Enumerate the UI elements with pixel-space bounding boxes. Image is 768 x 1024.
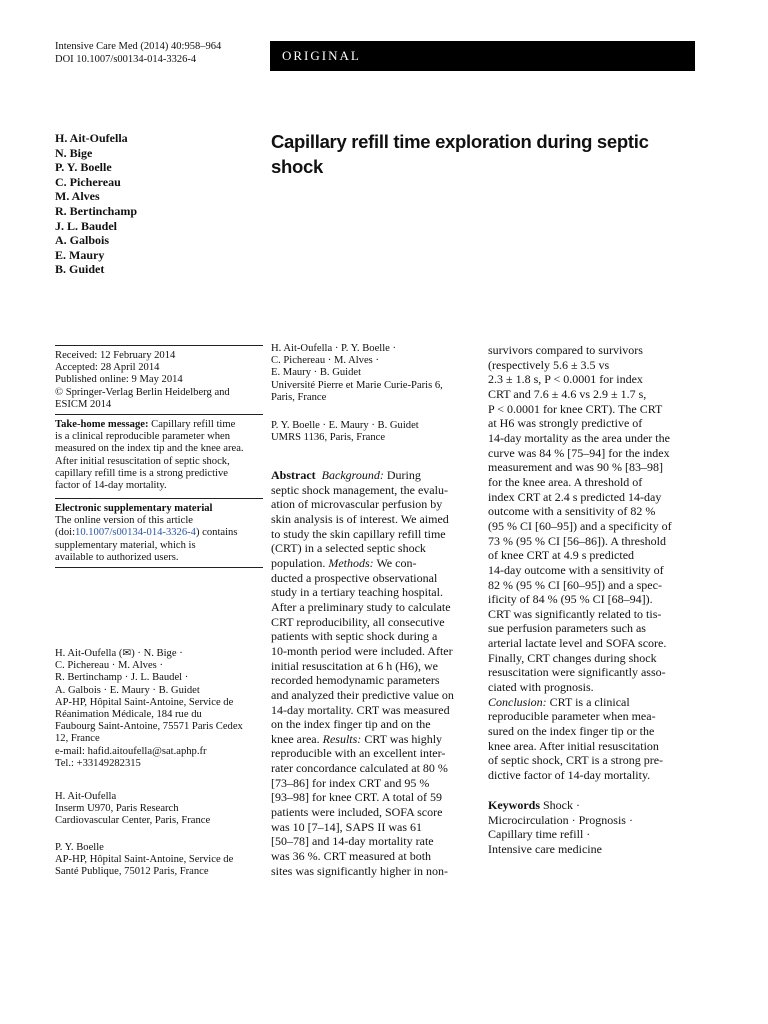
text-line: initial resuscitation at 6 h (H6), we — [271, 658, 438, 673]
text-line: was 10 [7–14], SAPS II was 61 — [271, 819, 422, 834]
text-line: [73–86] for index CRT and 95 % — [271, 775, 430, 790]
text-line: Received: 12 February 2014 — [55, 350, 176, 361]
text-line: patients were included, SOFA score — [271, 805, 443, 820]
text-line: recorded hemodynamic parameters — [271, 673, 440, 688]
text-line: C. Pichereau · M. Alves · — [55, 660, 163, 672]
text-line: factor of 14-day mortality. — [55, 480, 167, 492]
text-line — [271, 556, 481, 571]
text-line: resuscitation were significantly asso- — [488, 665, 666, 680]
text-line: 14-day outcome with a sensitivity of — [488, 562, 664, 577]
text-line: © Springer-Verlag Berlin Heidelberg and — [55, 386, 230, 398]
text-line: Microcirculation · Prognosis · — [488, 812, 633, 827]
text-line: H. Ait-Oufella (✉) · N. Bige · — [55, 648, 183, 659]
text-line: 10-month period were included. After — [271, 643, 453, 658]
text-line: study in a tertiary teaching hospital. — [271, 585, 443, 600]
dates-block — [55, 350, 263, 411]
author: J. L. Baudel — [55, 218, 118, 233]
text-line: After initial resuscitation of septic shock, — [55, 455, 230, 467]
text-line: Accepted: 28 April 2014 — [55, 362, 160, 374]
affiliation-2 — [55, 791, 263, 828]
author: B. Guidet — [55, 262, 105, 277]
author: N. Bige — [55, 145, 93, 160]
author: H. Ait-Oufella — [55, 131, 128, 145]
keywords-text: Shock · — [540, 798, 580, 812]
text-line: 82 % (95 % CI [60–95]) and a spec- — [488, 577, 662, 592]
affiliation-col2-a — [271, 343, 479, 404]
text-line: Inserm U970, Paris Research — [55, 803, 179, 815]
divider — [55, 414, 263, 415]
text-line: index CRT at 2.4 s predicted 14-day — [488, 489, 662, 504]
text-line: P. Y. Boelle · E. Maury · B. Guidet — [271, 420, 419, 431]
text-line: H. Ait-Oufella — [55, 791, 117, 802]
text-line: After a preliminary study to calculate — [271, 599, 451, 614]
background-label: Background: — [321, 468, 384, 482]
text-line: Capillary time refill · — [488, 827, 591, 842]
doi-open: (doi: — [55, 527, 76, 539]
text-line: [93–98] for knee CRT. A total of 59 — [271, 790, 443, 805]
text-line: (95 % CI [60–95]) and a specificity of — [488, 518, 672, 533]
text-line: AP-HP, Hôpital Saint-Antoine, Service de — [55, 696, 234, 708]
text-line: ESICM 2014 — [55, 398, 112, 410]
text-line: of septic shock, CRT is a strong pre- — [488, 753, 664, 768]
text-line — [55, 527, 263, 539]
text-line: AP-HP, Hôpital Saint-Antoine, Service de — [55, 854, 234, 866]
take-home-text: Capillary refill time — [148, 419, 236, 430]
title-line: Capillary refill time exploration during septic — [271, 131, 649, 152]
text-line: septic shock management, the evalu- — [271, 482, 448, 497]
text-line — [488, 695, 700, 710]
text-line: (CRT) in a selected septic shock — [271, 541, 426, 556]
text-line: for the knee area. A threshold of — [488, 474, 643, 489]
author: R. Bertinchamp — [55, 203, 137, 218]
take-home-block — [55, 419, 263, 492]
text-line: rater concordance calculated at 80 % — [271, 761, 448, 776]
text-line: P. Y. Boelle — [55, 842, 104, 853]
text-line: P < 0.0001 for knee CRT). The CRT — [488, 401, 663, 416]
text-line: skin analysis is of interest. We aimed — [271, 511, 449, 526]
text-line: patients with septic shock during a — [271, 629, 438, 644]
esm-label: Electronic supplementary material — [55, 503, 213, 514]
text-line — [271, 732, 481, 747]
text-line: C. Pichereau · M. Alves · — [271, 355, 379, 367]
esm-block — [55, 503, 263, 564]
abstract-label: Abstract — [271, 468, 316, 482]
journal-line: Intensive Care Med (2014) 40:958–964 — [55, 41, 222, 52]
text-line: was 36 %. CRT measured at both — [271, 849, 432, 864]
text-line: arterial lactate level and SOFA score. — [488, 636, 667, 651]
divider — [55, 345, 263, 346]
title-line: shock — [271, 156, 323, 177]
text-line: Faubourg Saint-Antoine, 75571 Paris Cedex — [55, 721, 243, 733]
affiliation-3 — [55, 842, 263, 879]
keywords-label: Keywords — [488, 798, 540, 812]
article-title — [271, 129, 701, 179]
author: P. Y. Boelle — [55, 160, 112, 175]
doi-line: DOI 10.1007/s00134-014-3326-4 — [55, 54, 197, 65]
abstract-text: CRT is a clinical — [546, 694, 630, 709]
abstract-text: knee area. — [271, 731, 323, 746]
text-line: reproducible with an excellent inter- — [271, 746, 446, 761]
text-line: Réanimation Médicale, 184 rue du — [55, 709, 202, 721]
affiliation-main — [55, 648, 263, 770]
author: M. Alves — [55, 189, 100, 204]
text-line: A. Galbois · E. Maury · B. Guidet — [55, 684, 200, 696]
author-list — [55, 131, 137, 277]
abstract — [271, 468, 481, 878]
text-line: measurement and was 90 % [83–98] — [488, 460, 663, 475]
divider — [55, 498, 263, 499]
conclusion-label: Conclusion: — [488, 694, 547, 709]
text-line: CRT and 7.6 ± 4.6 vs 2.9 ± 1.7 s, — [488, 386, 647, 401]
text-line: outcome with a sensitivity of 82 % — [488, 504, 656, 519]
text-line: of knee CRT at 4.9 s predicted — [488, 548, 635, 563]
text-line: survivors compared to survivors — [488, 343, 643, 357]
text-line: ificity of 84 % (95 % CI [68–94]). — [488, 592, 653, 607]
text-line — [488, 798, 700, 813]
text-line: Intensive care medicine — [488, 841, 602, 856]
text-line: at H6 was strongly predictive of — [488, 416, 643, 431]
text-line: capillary refill time is a strong predictive — [55, 467, 228, 479]
text-line: ation of microvascular perfusion by — [271, 497, 443, 512]
affiliation-col2-b — [271, 420, 479, 444]
text-line: 12, France — [55, 733, 100, 745]
divider — [55, 567, 263, 568]
text-line: to study the skin capillary refill time — [271, 526, 446, 541]
text-line: 73 % (95 % CI [56–86]). A threshold — [488, 533, 666, 548]
text-line: UMRS 1136, Paris, France — [271, 432, 386, 444]
take-home-label: Take-home message: — [55, 419, 149, 430]
text-line: Université Pierre et Marie Curie-Paris 6, — [271, 379, 443, 391]
text-line: H. Ait-Oufella · P. Y. Boelle · — [271, 343, 397, 354]
text-line: Paris, France — [271, 391, 327, 403]
text-line: Santé Publique, 75012 Paris, France — [55, 866, 209, 878]
doi-close: ) contains — [195, 527, 238, 539]
text-line: curve was 84 % [75–94] for the index — [488, 445, 670, 460]
author: A. Galbois — [55, 233, 110, 248]
text-line: dictive factor of 14-day mortality. — [488, 768, 651, 783]
text-line: Cardiovascular Center, Paris, France — [55, 815, 211, 827]
methods-label: Methods: — [328, 555, 374, 570]
text-line: supplementary material, which is — [55, 539, 196, 551]
text-line: sured on the index finger tip or the — [488, 724, 655, 739]
author: C. Pichereau — [55, 174, 121, 189]
doi-link[interactable]: 10.1007/s00134-014-3326-4 — [75, 527, 196, 539]
text-line: 2.3 ± 1.8 s, P < 0.0001 for index — [488, 372, 643, 387]
phone: Tel.: +33149282315 — [55, 757, 141, 769]
text-line: measured on the index tip and the knee area. — [55, 443, 244, 455]
text-line: E. Maury · B. Guidet — [271, 367, 362, 379]
text-line: sites was significantly higher in non- — [271, 863, 448, 878]
text-line: The online version of this article — [55, 515, 193, 527]
text-line: CRT reproducibility, all consecutive — [271, 614, 445, 629]
text-line: CRT was significantly related to tis- — [488, 606, 662, 621]
email[interactable]: e-mail: hafid.aitoufella@sat.aphp.fr — [55, 745, 207, 757]
keywords — [488, 798, 700, 857]
text-line — [271, 468, 481, 483]
text-line: [50–78] and 14-day mortality rate — [271, 834, 434, 849]
text-line: available to authorized users. — [55, 551, 179, 563]
text-line: ducted a prospective observational — [271, 570, 438, 585]
text-line: Finally, CRT changes during shock — [488, 650, 657, 665]
results-label: Results: — [322, 731, 362, 746]
text-line: ciated with prognosis. — [488, 680, 594, 695]
abstract-continued — [488, 343, 700, 783]
text-line: knee area. After initial resuscitation — [488, 738, 659, 753]
text-line: R. Bertinchamp · J. L. Baudel · — [55, 672, 189, 684]
text-line — [55, 419, 263, 431]
abstract-text: population. — [271, 555, 326, 570]
abstract-text: During — [383, 468, 421, 482]
text-line: on the index finger tip and on the — [271, 717, 431, 732]
author: E. Maury — [55, 247, 105, 262]
text-line: 14-day mortality. CRT was measured — [271, 702, 450, 717]
text-line: Published online: 9 May 2014 — [55, 374, 183, 386]
text-line: sue perfusion parameters such as — [488, 621, 646, 636]
text-line: is a clinical reproducible parameter when — [55, 431, 231, 443]
abstract-text: We con- — [373, 555, 417, 570]
abstract-text: CRT was highly — [361, 731, 443, 746]
text-line: 14-day mortality as the area under the — [488, 430, 670, 445]
text-line: (respectively 5.6 ± 3.5 vs — [488, 357, 610, 372]
text-line: and analyzed their predictive value on — [271, 687, 454, 702]
journal-citation — [55, 40, 221, 66]
section-banner: ORIGINAL — [270, 41, 695, 71]
text-line: reproducible parameter when mea- — [488, 709, 656, 724]
